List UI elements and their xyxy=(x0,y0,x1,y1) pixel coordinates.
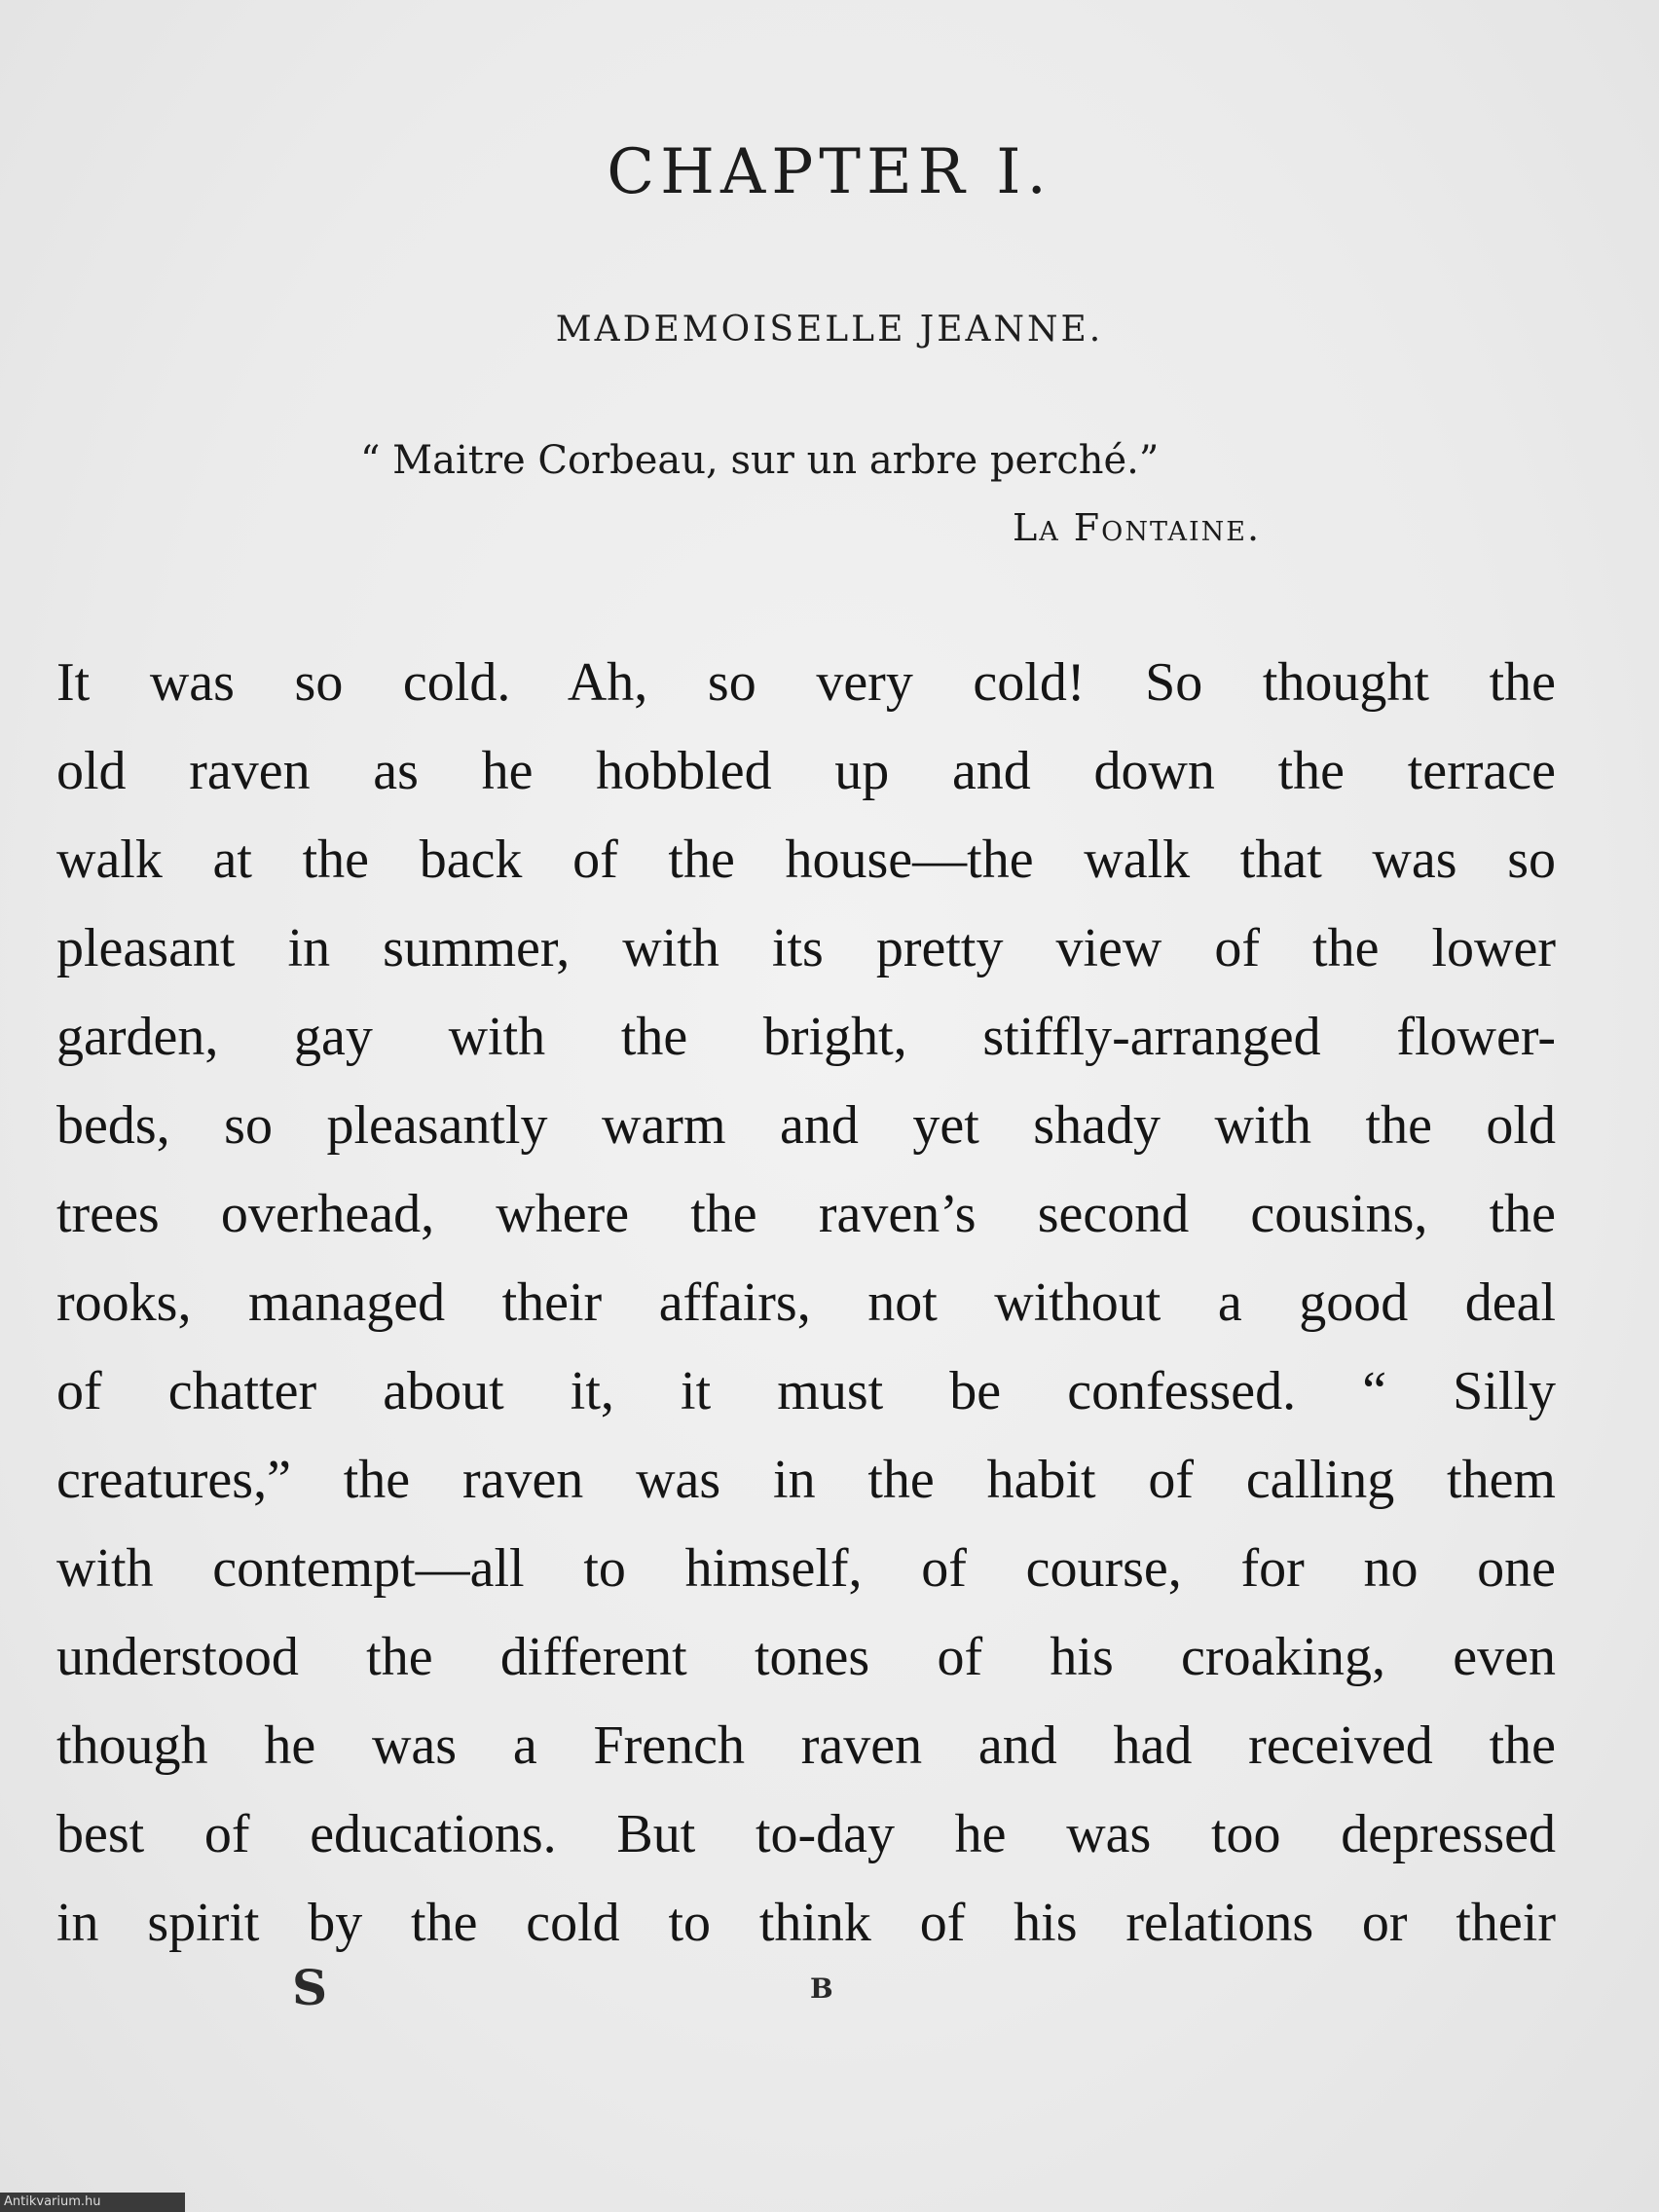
epigraph-quote: “ Maitre Corbeau, sur un arbre perché.” xyxy=(360,438,1160,483)
text-line: It was so cold. Ah, so very cold! So thought the xyxy=(56,652,1556,713)
text-line: old raven as he hobbled up and down the terrace xyxy=(56,741,1556,801)
text-line: walk at the back of the house—the walk that was so xyxy=(56,830,1556,890)
text-line: though he was a French raven and had received the xyxy=(56,1715,1556,1776)
text-line: garden, gay with the bright, stiffly-arranged flower- xyxy=(56,1007,1556,1067)
text-line: understood the different tones of his croaking, even xyxy=(56,1627,1556,1687)
chapter-title: CHAPTER I. xyxy=(607,136,1052,208)
body-text xyxy=(56,639,1556,1968)
text-line: in spirit by the cold to think of his relations or their xyxy=(56,1893,1556,1953)
epigraph-author: La Fontaine. xyxy=(1013,506,1262,549)
text-line: of chatter about it, it must be confessed. “ Silly xyxy=(56,1361,1556,1421)
chapter-subtitle: MADEMOISELLE JEANNE. xyxy=(555,310,1104,350)
text-line: trees overhead, where the raven’s second cousins, the xyxy=(56,1184,1556,1244)
text-line: pleasant in summer, with its pretty view of the lower xyxy=(56,918,1556,978)
text-line: beds, so pleasantly warm and yet shady with the old xyxy=(56,1095,1556,1156)
watermark: Antikvarium.hu xyxy=(0,2193,185,2212)
text-line: with contempt—all to himself, of course, for no one xyxy=(56,1538,1556,1599)
signature-mark-b: B xyxy=(810,1972,833,2005)
signature-mark-s: S xyxy=(292,1959,328,2016)
text-line: rooks, managed their affairs, not without a good deal xyxy=(56,1272,1556,1333)
text-line: creatures,” the raven was in the habit of calling them xyxy=(56,1450,1556,1510)
text-line: best of educations. But to-day he was too depressed xyxy=(56,1804,1556,1864)
